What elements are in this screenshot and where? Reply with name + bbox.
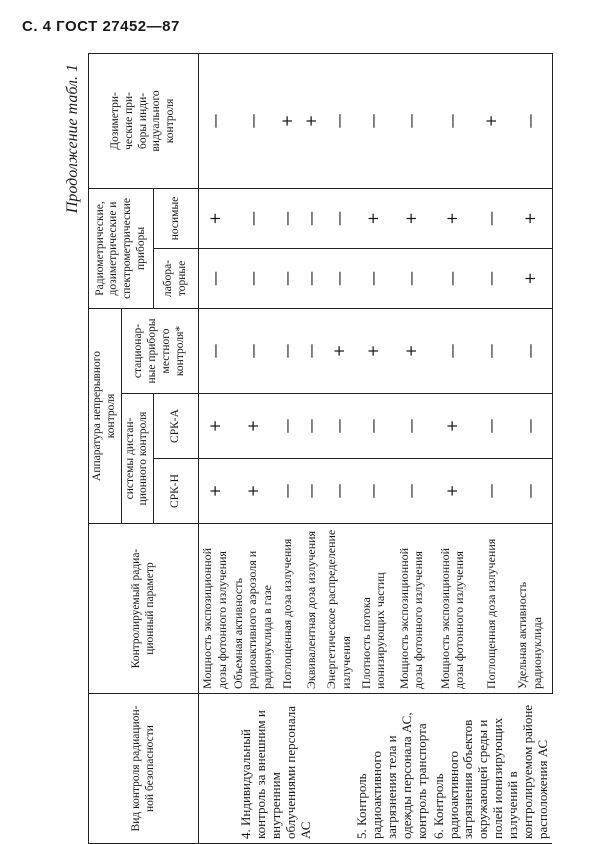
mark-laboratory: —	[299, 248, 323, 308]
mark-stationary: +	[392, 308, 430, 393]
mark-portable: +	[199, 188, 230, 248]
mark-laboratory: —	[323, 248, 354, 308]
mark-srk-a: +	[199, 394, 230, 459]
mark-individual: —	[199, 53, 230, 188]
parameter-cell: Плотность потока ионизирующих частиц	[354, 524, 392, 694]
mark-individual: —	[431, 53, 474, 188]
mark-portable: —	[323, 188, 354, 248]
mark-stationary: —	[199, 308, 230, 393]
mark-individual: +	[474, 53, 508, 188]
mark-srk-n: +	[199, 459, 230, 524]
mark-stationary: —	[508, 308, 552, 393]
mark-laboratory: —	[474, 248, 508, 308]
mark-stationary: —	[275, 308, 299, 393]
mark-portable: +	[392, 188, 430, 248]
header-laboratory: лабора- торные	[154, 248, 199, 308]
parameter-cell: Удельная активность радионуклида	[508, 524, 552, 694]
radiation-control-table	[88, 53, 553, 844]
mark-laboratory: +	[508, 248, 552, 308]
header-continuous-equipment: Аппаратура непрерывного контроля	[89, 308, 122, 523]
page-header: С. 4 ГОСТ 27452—87	[22, 18, 180, 35]
mark-srk-n: +	[230, 459, 275, 524]
mark-laboratory: —	[230, 248, 275, 308]
mark-stationary: —	[474, 308, 508, 393]
mark-individual: —	[323, 53, 354, 188]
mark-individual: —	[354, 53, 392, 188]
header-control-type: Вид контроля радиацион- ной безопасности	[89, 694, 199, 844]
header-srk-a: СРК-А	[154, 394, 199, 459]
parameter-cell: Мощность экспозиционной дозы фотонного излучения	[392, 524, 430, 694]
mark-srk-n: —	[299, 459, 323, 524]
mark-portable: —	[275, 188, 299, 248]
header-portable: носимые	[154, 188, 199, 248]
mark-stationary: +	[323, 308, 354, 393]
control-type-cell: 6. Контроль радиоактивного загрязнения объектов окружающей среды и полей ионизирующих излучений в контролируемом районе расположения АС	[431, 694, 553, 844]
table-row	[431, 53, 474, 843]
rotated-table-container	[64, 54, 609, 844]
control-type-cell: 5. Контроль радиоактивного загрязнения тела и одежды персонала АС, контроль транспорта	[354, 694, 431, 844]
mark-srk-a: —	[299, 394, 323, 459]
mark-srk-n: +	[431, 459, 474, 524]
mark-laboratory: —	[431, 248, 474, 308]
mark-srk-a: —	[323, 394, 354, 459]
mark-srk-n: —	[275, 459, 299, 524]
mark-srk-n: —	[354, 459, 392, 524]
table-row	[199, 53, 230, 843]
mark-individual: —	[392, 53, 430, 188]
parameter-cell: Эквивалентная доза излучения	[299, 524, 323, 694]
mark-portable: —	[474, 188, 508, 248]
mark-stationary: +	[354, 308, 392, 393]
mark-srk-n: —	[474, 459, 508, 524]
mark-srk-a: +	[431, 394, 474, 459]
mark-laboratory: —	[199, 248, 230, 308]
mark-individual: —	[508, 53, 552, 188]
header-srk-n: СРК-Н	[154, 459, 199, 524]
mark-srk-a: —	[508, 394, 552, 459]
header-stationary-devices: стационар- ные приборы местного контроля*	[121, 308, 199, 393]
header-individual-dosimeters: Дозиметри- ческие при- боры инди- видуального контроля	[89, 53, 199, 188]
mark-srk-n: —	[508, 459, 552, 524]
parameter-cell: Объемная активность радиоактивного аэрозоля и радионуклида в газе	[230, 524, 275, 694]
mark-portable: +	[508, 188, 552, 248]
mark-srk-a: —	[474, 394, 508, 459]
mark-portable: —	[230, 188, 275, 248]
header-remote-systems: системы дистан- ционного контроля	[121, 394, 154, 524]
parameter-cell: Мощность экспозиционной дозы фотонного излучения	[199, 524, 230, 694]
parameter-cell: Мощность экспозиционной дозы фотонного излучения	[431, 524, 474, 694]
mark-stationary: —	[230, 308, 275, 393]
parameter-cell: Поглощенная доза излучения	[275, 524, 299, 694]
mark-laboratory: —	[392, 248, 430, 308]
mark-individual: —	[230, 53, 275, 188]
mark-laboratory: —	[275, 248, 299, 308]
table-body	[199, 53, 552, 843]
mark-srk-a: —	[275, 394, 299, 459]
mark-stationary: —	[299, 308, 323, 393]
continuation-label: Продолжение табл. 1	[64, 64, 81, 214]
mark-srk-n: —	[323, 459, 354, 524]
mark-stationary: —	[431, 308, 474, 393]
header-parameter: Контролируемый радиа- ционный параметр	[89, 524, 199, 694]
mark-individual: +	[275, 53, 299, 188]
header-radiometric-devices: Радиометрические, дозиметрические и спектрометрические приборы	[89, 188, 154, 308]
mark-srk-a: +	[230, 394, 275, 459]
parameter-cell: Поглощенная доза излучения	[474, 524, 508, 694]
mark-laboratory: —	[354, 248, 392, 308]
mark-srk-a: —	[354, 394, 392, 459]
mark-srk-a: —	[392, 394, 430, 459]
mark-portable: +	[431, 188, 474, 248]
mark-portable: —	[299, 188, 323, 248]
parameter-cell: Энергетическое распределение излучения	[323, 524, 354, 694]
mark-individual: +	[299, 53, 323, 188]
control-type-cell: 4. Индивидуальный контроль за внешним и внутренним облучениями персонала АС	[199, 694, 354, 844]
mark-portable: +	[354, 188, 392, 248]
table-row	[354, 53, 392, 843]
mark-srk-n: —	[392, 459, 430, 524]
